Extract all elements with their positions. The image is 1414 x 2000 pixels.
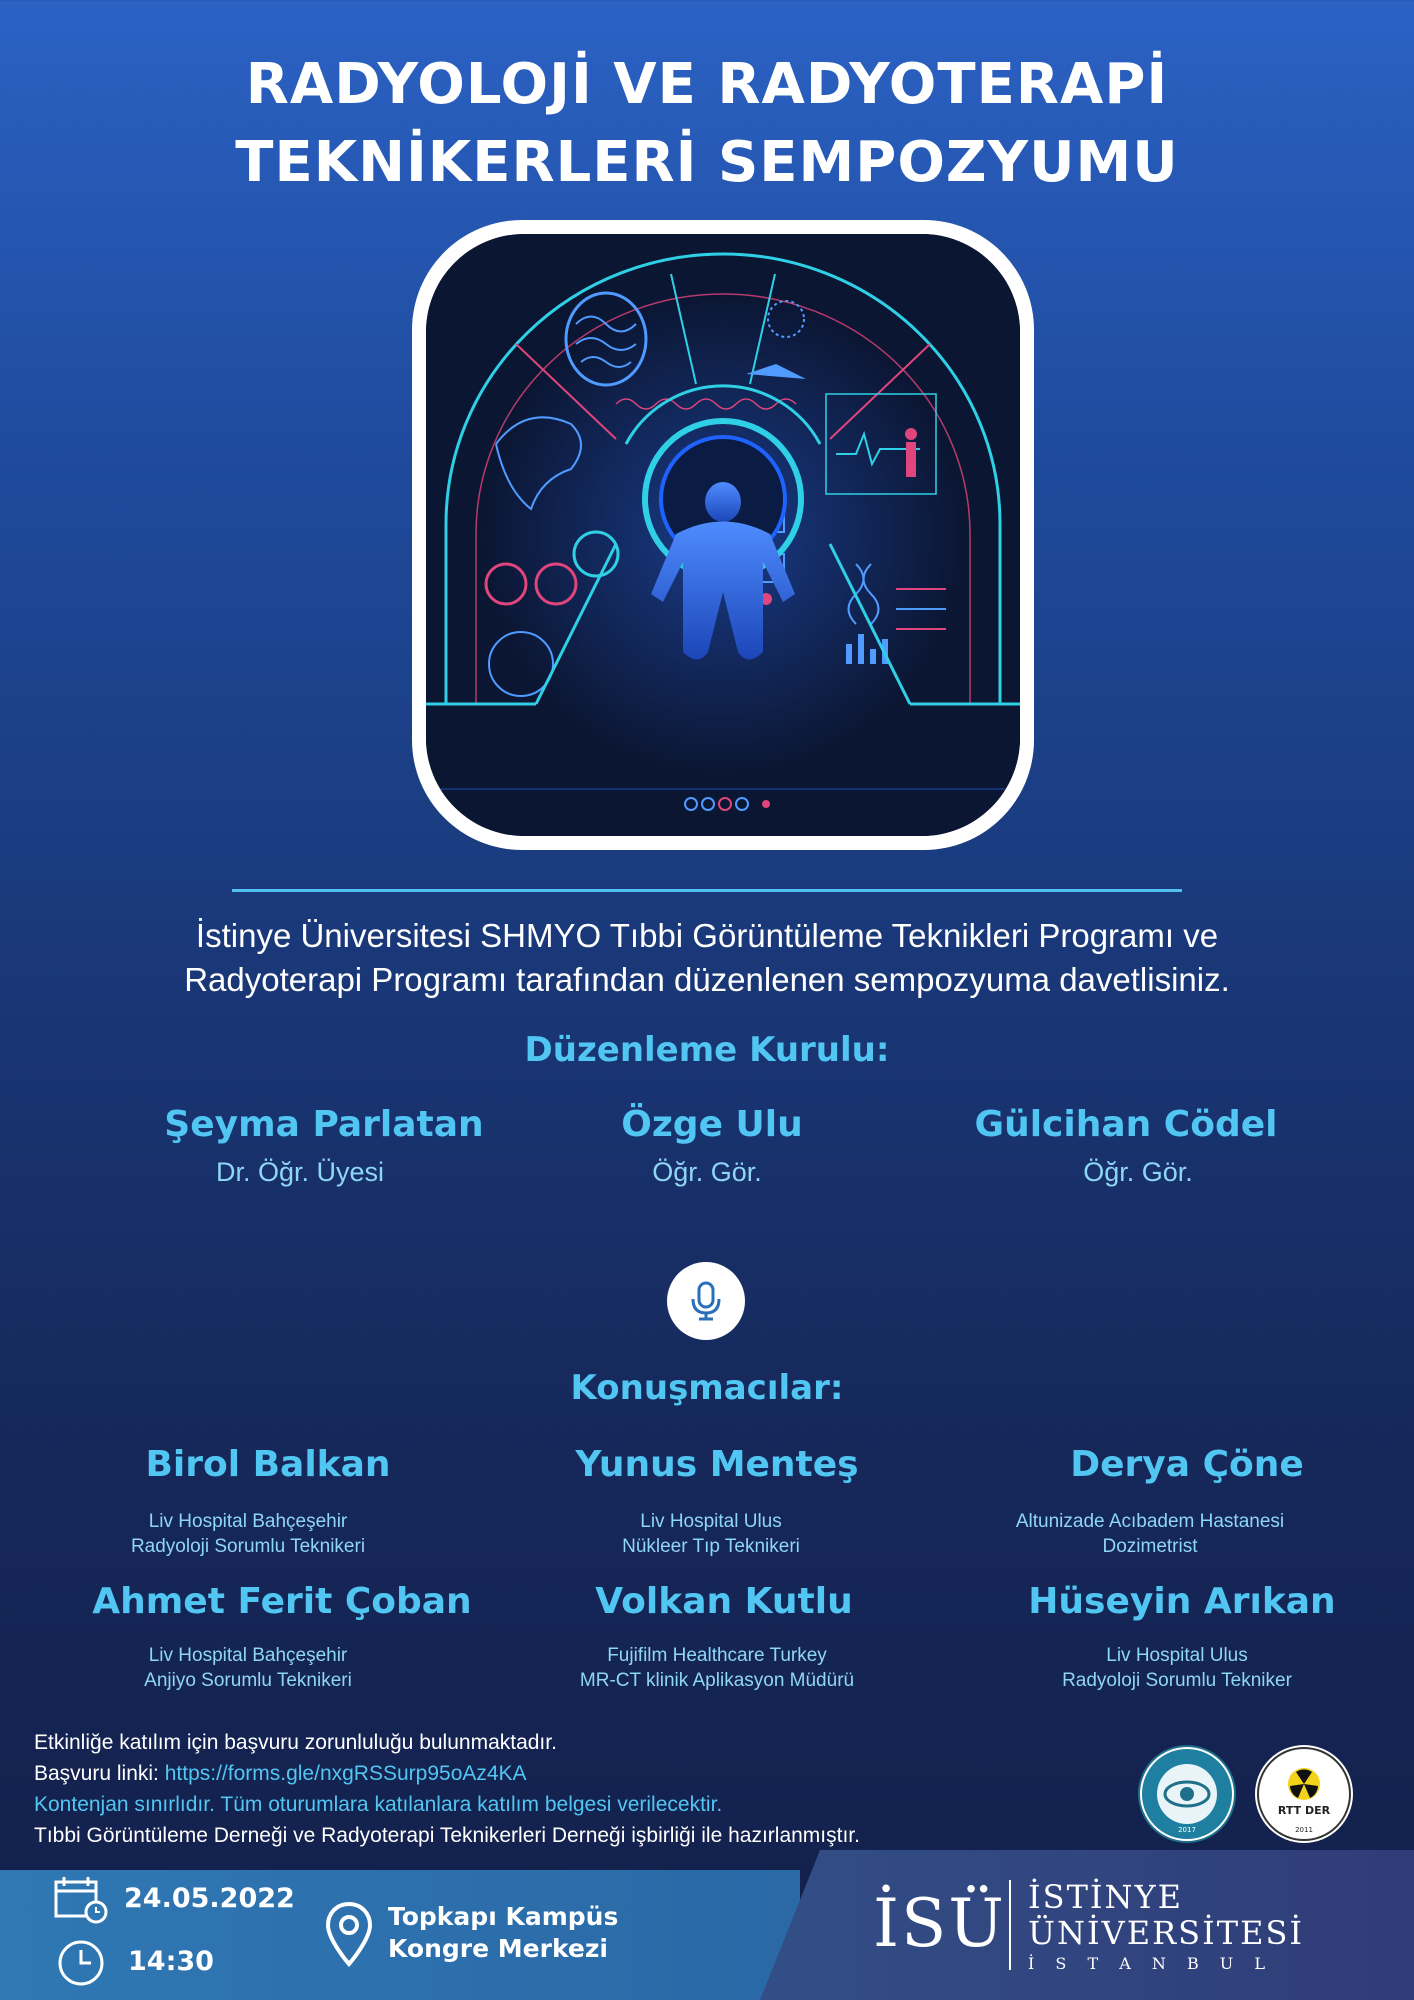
section-divider (232, 889, 1182, 892)
event-title-line2: TEKNİKERLERİ SEMPOZYUMU (235, 130, 1179, 195)
university-name-line2: ÜNİVERSİTESİ (1028, 1914, 1304, 1952)
organizers-heading: Düzenleme Kurulu: (524, 1030, 890, 1070)
radyoterapi-teknikerleri-dernegi-seal (1255, 1745, 1353, 1843)
organizer-name-3: Gülcihan Cödel (974, 1104, 1278, 1145)
speaker-org-1: Liv Hospital Bahçeşehir (148, 1511, 348, 1532)
application-link-row (34, 1758, 527, 1789)
application-link-label: Başvuru linki: (34, 1762, 165, 1785)
speaker-role-3: Dozimetrist (1102, 1536, 1198, 1557)
organizer-title-1: Dr. Öğr. Üyesi (215, 1157, 385, 1187)
intro-line2: Radyoterapi Programı tarafından düzenlenen sempozyuma davetlisiniz. (184, 961, 1230, 998)
tgd-seal-year: 2017 (1178, 1826, 1196, 1834)
speaker-org-3: Altunizade Acıbadem Hastanesi (1015, 1511, 1285, 1532)
university-logo-divider (1009, 1880, 1011, 1970)
location-line1: Topkapı Kampüs (388, 1902, 619, 1931)
application-link[interactable]: https://forms.gle/nxgRSSurp95oAz4KA (164, 1762, 527, 1785)
calendar-icon (54, 1876, 108, 1929)
event-date: 24.05.2022 (124, 1883, 295, 1914)
clock-icon (56, 1938, 106, 1993)
speaker-name-1: Birol Balkan (145, 1444, 391, 1485)
event-time: 14:30 (128, 1946, 214, 1977)
speaker-org-4: Liv Hospital Bahçeşehir (148, 1645, 348, 1666)
capacity-note: Kontenjan sınırlıdır. Tüm oturumlara katılanlara katılım belgesi verilecektir. (34, 1793, 723, 1816)
tibbi-goruntuleme-dernegi-seal (1138, 1745, 1236, 1843)
location-pin-icon (326, 1902, 372, 1973)
speaker-role-6: Radyoloji Sorumlu Tekniker (1062, 1670, 1292, 1691)
speaker-org-5: Fujifilm Healthcare Turkey (607, 1645, 827, 1666)
speaker-org-2: Liv Hospital Ulus (640, 1511, 782, 1532)
organizer-title-3: Öğr. Gör. (1083, 1157, 1193, 1187)
registration-note: Etkinliğe katılım için başvuru zorunluluğu bulunmaktadır. (34, 1731, 557, 1754)
mri-scanner-illustration (426, 234, 1020, 836)
cooperation-note: Tıbbi Görüntüleme Derneği ve Radyoterapi Teknikerleri Derneği işbirliği ile hazırlanmıştır. (34, 1824, 860, 1847)
organizer-title-2: Öğr. Gör. (652, 1157, 762, 1187)
speaker-role-2: Nükleer Tıp Teknikeri (622, 1536, 800, 1557)
university-city: İ S T A N B U L (1028, 1954, 1273, 1973)
speaker-name-6: Hüseyin Arıkan (1028, 1581, 1336, 1622)
university-abbreviation: İSÜ (873, 1885, 1006, 1962)
university-name-line1: İSTİNYE (1028, 1878, 1184, 1916)
organizer-name-2: Özge Ulu (621, 1104, 803, 1145)
speaker-name-2: Yunus Menteş (575, 1444, 859, 1485)
speaker-name-5: Volkan Kutlu (595, 1581, 853, 1622)
hero-image-frame (412, 220, 1034, 850)
speaker-role-4: Anjiyo Sorumlu Teknikeri (144, 1670, 352, 1691)
location-line2: Kongre Merkezi (388, 1934, 608, 1963)
intro-line1: İstinye Üniversitesi SHMYO Tıbbi Görüntüleme Teknikleri Programı ve (195, 917, 1219, 954)
speaker-name-4: Ahmet Ferit Çoban (92, 1581, 472, 1622)
speakers-heading: Konuşmacılar: (570, 1368, 844, 1408)
organizer-name-1: Şeyma Parlatan (164, 1104, 484, 1145)
speaker-role-5: MR-CT klinik Aplikasyon Müdürü (579, 1670, 855, 1691)
speaker-name-3: Derya Çöne (1070, 1444, 1304, 1485)
microphone-icon (667, 1262, 745, 1340)
speaker-org-6: Liv Hospital Ulus (1106, 1645, 1248, 1666)
speaker-role-1: Radyoloji Sorumlu Teknikeri (130, 1536, 366, 1557)
rtd-seal-text: RTT DER (1277, 1804, 1331, 1817)
rtd-seal-year: 2011 (1295, 1826, 1313, 1834)
event-title-line1: RADYOLOJİ VE RADYOTERAPİ (245, 52, 1169, 117)
